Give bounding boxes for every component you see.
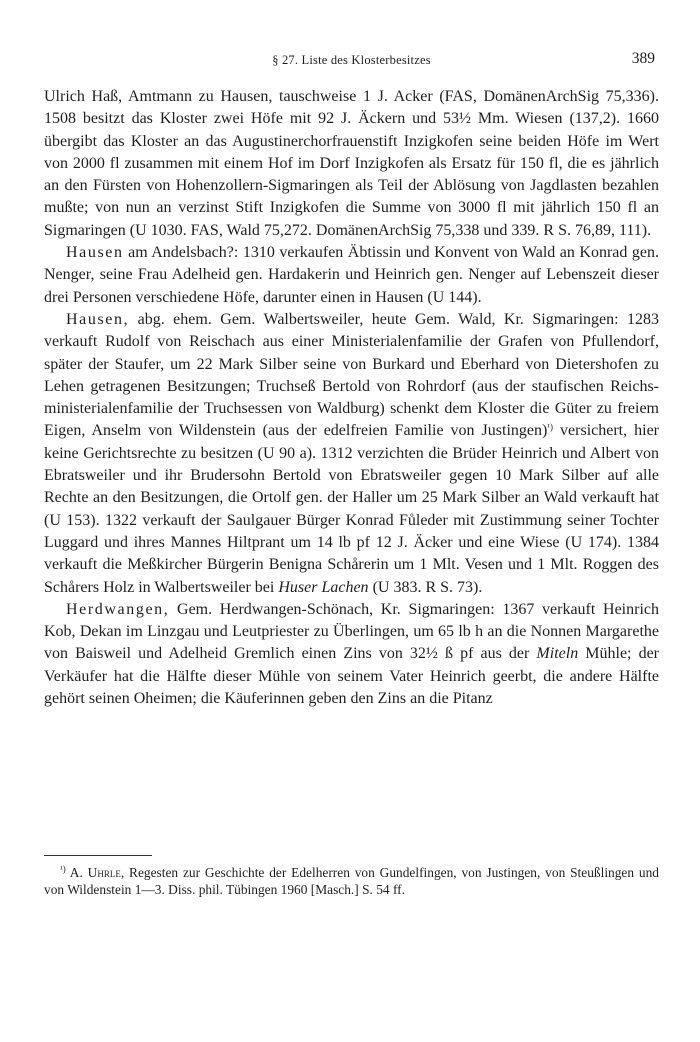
paragraph-hausen-continued: [44, 86, 659, 242]
paragraph-text: am Andelsbach?: 1310 verkaufen Äbtissin und Konvent von Wald an Konrad gen. Nenger, seine Frau Adelheid gen. Hardakerin und Heinrich gen. Nenger auf Lebenszeit dieser drei Personen verschiedene Höfe, darunter einen in Hausen (U 144).: [44, 244, 659, 306]
italic-place-term: Miteln: [536, 645, 579, 663]
running-header: [44, 50, 659, 70]
footnote-text: A.: [65, 865, 88, 880]
page-number: 389: [631, 50, 655, 67]
footnote-mark: ¹): [60, 864, 66, 874]
body-text: [44, 86, 659, 710]
paragraph-text: Gem. Herdwangen-Schönach, Kr. Sigmaringen: 1367 verkauft Heinrich Kob, Dekan im Linzgau und Leutpriester zu Überlingen, um 65 lb h an die Nonnen Margarethe von Baisweil und Adelheid Gremlich einen Zins von 32½ ß pf aus der: [44, 600, 659, 663]
footnote-1: [44, 864, 659, 899]
footnote-author: Uhrle: [87, 865, 121, 880]
place-name: Herdwangen,: [66, 600, 170, 618]
paragraph-hausen-andelsbach: [44, 242, 659, 309]
paragraph-hausen-walbertsweiler: [44, 309, 659, 599]
footnote-reference[interactable]: ¹): [547, 422, 554, 433]
place-name: Hausen,: [66, 310, 130, 328]
paragraph-text: Mühle; der Verkäufer hat die Hälfte dieser Mühle von seinem Vater Heinrich geerbt, die andere Hälfte gehört seinen Oheimen; die Käuferinnen geben den Zins an die Pitanz: [44, 645, 659, 708]
footnote-divider: [44, 855, 152, 856]
place-name: Hausen: [66, 244, 124, 262]
paragraph-herdwangen: [44, 599, 659, 710]
footnote-text: , Regesten zur Geschichte der Edelherren von Gundelfingen, von Justingen, von Steußlingen und von Wildenstein 1—3. Diss. phil. Tübingen 1960 [Masch.] S. 54 ff.: [44, 865, 659, 898]
italic-place-term: Huser Lachen: [278, 578, 369, 596]
paragraph-text: abg. ehem. Gem. Walbertsweiler, heute Gem. Wald, Kr. Sigmaringen: 1283 verkauft Rudolf von Reischach aus einer Ministerialenfamilie der Grafen von Pfullendorf, später der Staufer, um 22 Mark Silber seine von Burkard und Eberhard von Dietershofen zu Lehen getragenen Besitzungen; Truchseß Bertold von Rohrdorf (aus der staufischen Reichsministerialenfamilie der Truchsessen von Waldburg) schenkt dem Kloster die Güter zu freiem Eigen, Anselm von Wildenstein (aus der edelfreien Familie von Justingen): [44, 310, 659, 440]
paragraph-text: versichert, hier keine Gerichtsrechte zu besitzen (U 90 a). 1312 verzichten die Brüder Heinrich und Albert von Ebratsweiler und ihr Brudersohn Bertold von Ebratsweiler gegen 10 Mark Silber auf alle Rechte an den Besitzungen, die Ortolf gen. der Haller um 25 Mark Silber an Wald verkauft hat (U 153). 1322 verkauft der Saulgauer Bürger Konrad Fůleder mit Zustimmung seiner Tochter Luggard und ihres Mannes Hiltprant um 14 lb pf 12 J. Äcker und eine Wiese (U 174). 1384 verkauft die Meßkircher Bürgerin Benigna Schårerin um 1 Mlt. Vesen und 1 Mlt. Roggen des Schårers Holz in Walbertsweiler bei: [44, 422, 659, 596]
running-title: § 27. Liste des Klosterbesitzes: [272, 53, 431, 67]
footnote: [44, 864, 659, 899]
paragraph-text: (U 383. R S. 73).: [368, 578, 483, 596]
paragraph-text: Ulrich Haß, Amtmann zu Hausen, tauschweise 1 J. Acker (FAS, DomänenArchSig 75,336). 1508 besitzt das Kloster zwei Höfe mit 92 J. Äckern und 53½ Mm. Wiesen (137,2). 1660 übergibt das Kloster an das Augustinerchorfrauenstift Inzigkofen seine beiden Höfe im Wert von 2000 fl zusammen mit einem Hof im Dorf Inzigkofen als Ersatz für 150 fl, die es jährlich an den Fürsten von Hohenzollern-Sigmaringen als Teil der Ablösung von Jagdlasten bezahlen mußte; von nun an verzinst Stift Inzigkofen die Summe von 3000 fl mit jährlich 150 fl an Sigmaringen (U 1030. FAS, Wald 75,272. DomänenArchSig 75,338 und 339. R S. 76,89, 111).: [44, 88, 659, 239]
